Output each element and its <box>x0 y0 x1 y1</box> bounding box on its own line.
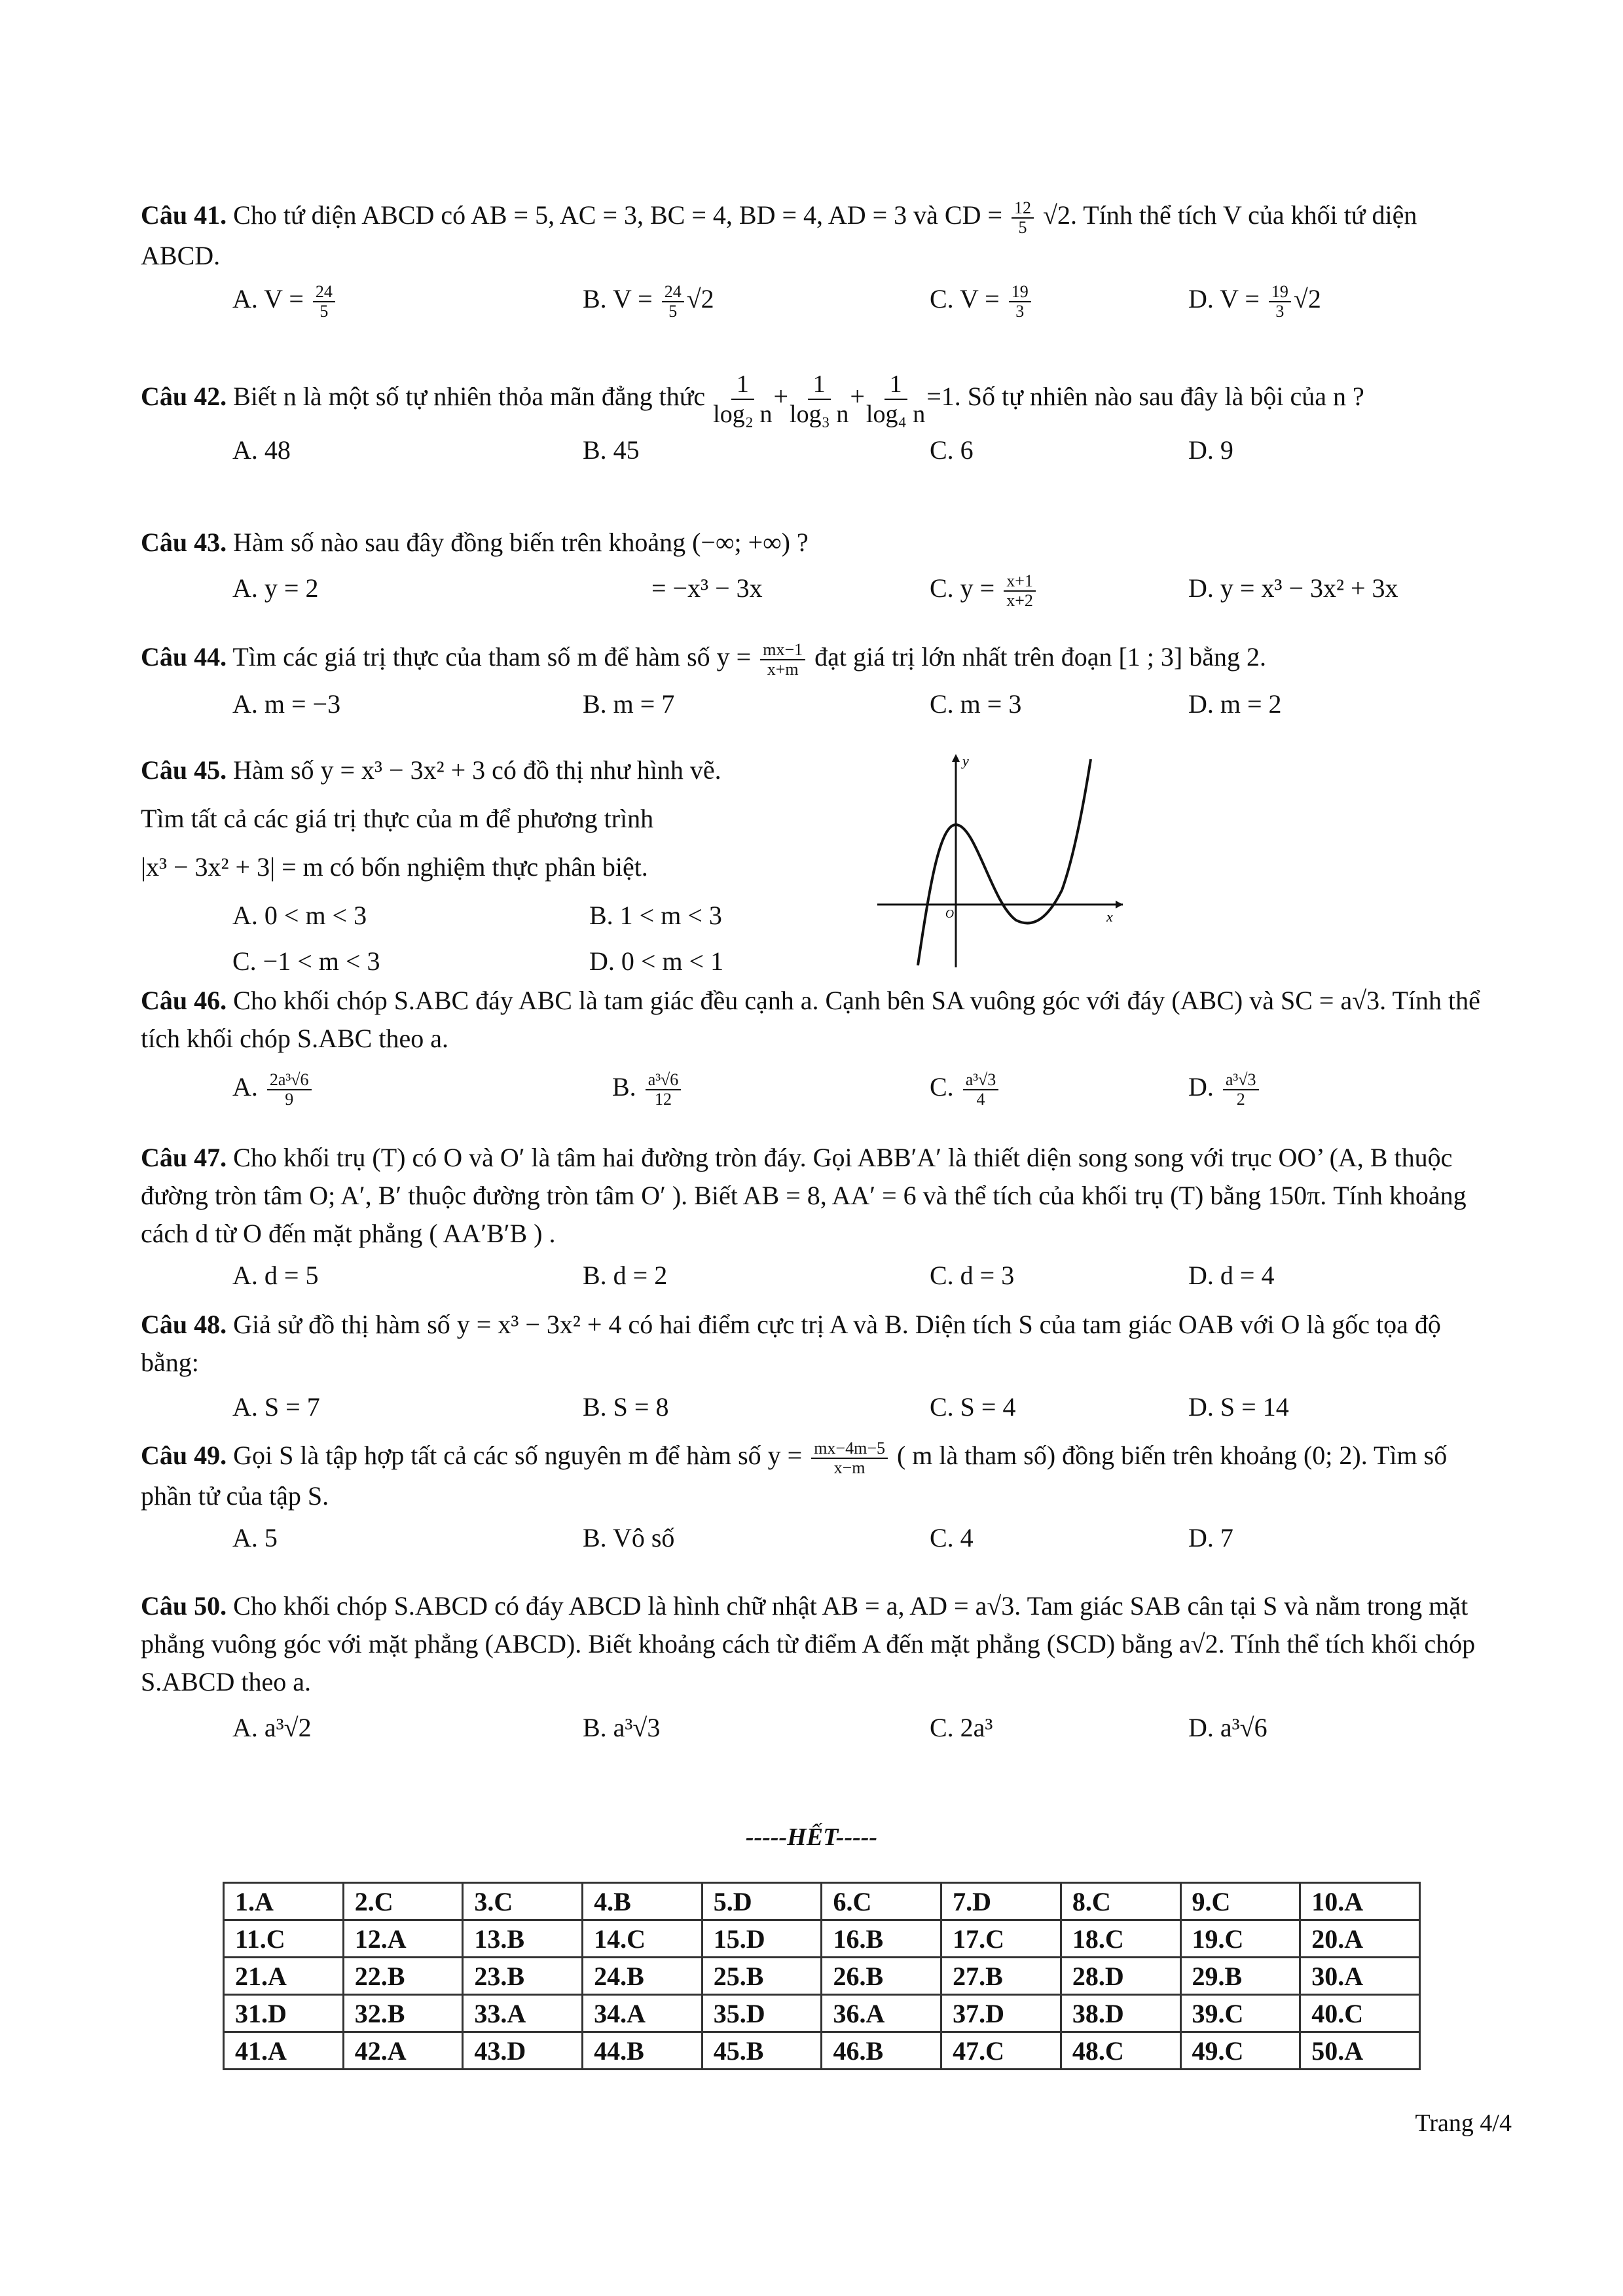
option-c[interactable]: C. −1 < m < 3 <box>232 946 380 976</box>
answer-cell: 39.C <box>1180 1995 1300 2032</box>
stem-text: =1. Số tự nhiên nào sau đây là bội của n ? <box>926 382 1364 412</box>
option-a[interactable]: A. y = 2 <box>232 573 319 603</box>
stem-text: |x³ − 3x² + 3| = m có bốn nghiệm thực phân biệt. <box>141 852 648 882</box>
origin-label: O <box>945 907 954 920</box>
x-axis-label: x <box>1106 908 1113 925</box>
question-label: Câu 44. <box>141 642 227 672</box>
question-label: Câu 48. <box>141 1310 227 1339</box>
option-b[interactable]: B. 45 <box>583 435 640 465</box>
option-c[interactable]: C. m = 3 <box>930 689 1022 719</box>
answer-cell: 14.C <box>583 1920 702 1958</box>
option-c[interactable]: C. d = 3 <box>930 1261 1015 1290</box>
options-row <box>141 940 903 988</box>
stem-text: Cho khối chóp S.ABCD có đáy ABCD là hình chữ nhật AB = a, AD = a√3. Tam giác SAB cân tại S và nằm trong mặt phẳng vuông góc với mặt phẳng (ABCD). Biết khoảng cách từ điểm A đến mặt phẳng (SCD) bằng a√2. Tính thể tích khối chóp S.ABCD theo a. <box>141 1591 1476 1696</box>
option-c[interactable]: C. y = $\frac{x+1}{x+2}$ <box>930 569 1038 610</box>
question-47 <box>141 1139 1492 1297</box>
answer-cell: 50.A <box>1300 2032 1420 2070</box>
option-a[interactable]: A. m = −3 <box>232 689 341 719</box>
stem-text: Giả sử đồ thị hàm số y = x³ − 3x² + 4 có hai điểm cực trị A và B. Diện tích S của tam giác OAB với O là gốc tọa độ bằng: <box>141 1310 1441 1377</box>
option-a[interactable]: A. V = $\frac{24}{5}$ <box>232 280 338 321</box>
answer-cell: 29.B <box>1180 1958 1300 1995</box>
option-a[interactable]: A. 5 <box>232 1522 278 1552</box>
stem-text: Hàm số nào sau đây đồng biến trên khoảng (−∞; +∞) ? <box>233 528 809 557</box>
answer-cell: 32.B <box>343 1995 463 2032</box>
question-stem <box>141 1437 1492 1515</box>
answer-cell: 35.D <box>702 1995 822 2032</box>
question-label: Câu 41. <box>141 200 227 230</box>
option-d[interactable]: D. a³√6 <box>1188 1713 1267 1742</box>
option-d[interactable]: D. y = x³ − 3x² + 3x <box>1188 573 1398 603</box>
fraction-numerator: 12 <box>1012 199 1034 219</box>
y-axis-arrow <box>952 754 960 762</box>
option-d[interactable]: D. 7 <box>1188 1522 1233 1552</box>
answer-row <box>224 1958 1420 1995</box>
function-curve <box>918 759 1091 965</box>
log-fraction: $\frac{1}{\text{log₄ n}}$ <box>866 370 926 428</box>
option-b[interactable]: B. $\frac{\text{a³√6}}{12}$ <box>612 1068 684 1109</box>
option-b[interactable]: B. d = 2 <box>583 1261 668 1290</box>
stem-fraction: $\frac{mx-4m-5}{x-m}$ <box>811 1439 888 1477</box>
answer-cell: 31.D <box>224 1995 344 2032</box>
stem-text: Cho khối trụ (T) có O và O′ là tâm hai đường tròn đáy. Gọi ABB′A′ là thiết diện song song với trục OO’ (A, B thuộc đường tròn tâm O; A′, B′ thuộc đường tròn tâm O′ ). Biết AB = 8, AA′ = 6 và thể tích của khối trụ (T) bằng 150π. Tính khoảng cách d từ O đến mặt phẳng ( AA′B′B ) . <box>141 1143 1467 1248</box>
question-stem <box>141 1306 1492 1382</box>
option-b[interactable]: B. m = 7 <box>583 689 675 719</box>
question-label: Câu 49. <box>141 1441 227 1470</box>
answer-cell: 40.C <box>1300 1995 1420 2032</box>
option-c[interactable]: C. S = 4 <box>930 1392 1016 1422</box>
stem-fraction: $\frac{mx-1}{x+m}$ <box>760 641 805 679</box>
answer-cell: 15.D <box>702 1920 822 1958</box>
answer-cell: 22.B <box>343 1958 463 1995</box>
option-c[interactable]: C. 4 <box>930 1522 974 1552</box>
options-row <box>141 280 1492 321</box>
answer-row <box>224 1995 1420 2032</box>
question-50 <box>141 1587 1492 1749</box>
option-c[interactable]: C. 2a³ <box>930 1713 993 1742</box>
log-fraction: $\frac{1}{\text{log₃ n}}$ <box>790 370 849 428</box>
answer-cell: 24.B <box>583 1958 702 1995</box>
answer-cell: 26.B <box>822 1958 941 1995</box>
question-label: Câu 50. <box>141 1591 227 1621</box>
answer-cell: 7.D <box>941 1883 1061 1920</box>
answer-cell: 27.B <box>941 1958 1061 1995</box>
option-d[interactable]: D. $\frac{\text{a³√3}}{2}$ <box>1188 1068 1262 1109</box>
option-a[interactable]: A. d = 5 <box>232 1261 319 1290</box>
answer-cell: 20.A <box>1300 1920 1420 1958</box>
answer-cell: 16.B <box>822 1920 941 1958</box>
stem-text: Cho khối chóp S.ABC đáy ABC là tam giác đều cạnh a. Cạnh bên SA vuông góc với đáy (ABC) và SC = a√3. Tính thể tích khối chóp S.ABC theo a. <box>141 986 1480 1053</box>
log-fraction: $\frac{1}{\text{log₂ n}}$ <box>713 370 773 428</box>
question-46 <box>141 982 1492 1121</box>
option-b[interactable]: = −x³ − 3x <box>651 573 763 603</box>
question-label: Câu 46. <box>141 986 227 1015</box>
answer-cell: 12.A <box>343 1920 463 1958</box>
question-stem <box>141 1587 1492 1701</box>
answer-row <box>224 1883 1420 1920</box>
answer-cell: 41.A <box>224 2032 344 2070</box>
answer-cell: 13.B <box>463 1920 583 1958</box>
answer-cell: 45.B <box>702 2032 822 2070</box>
options-row <box>141 685 1492 726</box>
option-b[interactable]: B. a³√3 <box>583 1713 661 1742</box>
option-d[interactable]: D. 9 <box>1188 435 1233 465</box>
answer-cell: 21.A <box>224 1958 344 1995</box>
question-stem <box>141 196 1492 275</box>
question-41 <box>141 196 1492 321</box>
stem-text: √2. Tính thể tích V của khối tứ diện ABCD. <box>141 200 1417 270</box>
answer-cell: 44.B <box>583 2032 702 2070</box>
question-49 <box>141 1437 1492 1560</box>
answer-cell: 8.C <box>1061 1883 1180 1920</box>
question-stem <box>141 746 903 891</box>
option-b[interactable]: B. Vô số <box>583 1522 675 1552</box>
x-axis-arrow <box>1116 901 1123 908</box>
option-a[interactable]: A. 0 < m < 3 <box>232 901 367 930</box>
options-row <box>141 891 903 940</box>
option-b[interactable]: B. S = 8 <box>583 1392 669 1422</box>
option-c[interactable]: C. $\frac{\text{a³√3}}{4}$ <box>930 1068 1001 1109</box>
options-row <box>141 1388 1492 1429</box>
answer-key-table <box>223 1882 1421 2070</box>
stem-text: Biết n là một số tự nhiên thỏa mãn đẳng thức <box>233 382 706 412</box>
question-label: Câu 42. <box>141 382 227 412</box>
option-d[interactable]: D. d = 4 <box>1188 1261 1275 1290</box>
answer-cell: 18.C <box>1061 1920 1180 1958</box>
stem-text: đạt giá trị lớn nhất trên đoạn [1 ; 3] bằng 2. <box>814 642 1266 672</box>
option-a[interactable]: A. S = 7 <box>232 1392 320 1422</box>
stem-text: Tìm tất cả các giá trị thực của m để phương trình <box>141 804 654 833</box>
question-48 <box>141 1306 1492 1429</box>
answer-cell: 3.C <box>463 1883 583 1920</box>
question-stem <box>141 638 1492 679</box>
answer-row <box>224 1920 1420 1958</box>
answer-cell: 33.A <box>463 1995 583 2032</box>
answer-cell: 36.A <box>822 1995 941 2032</box>
stem-text: Cho tứ diện ABCD có AB = 5, AC = 3, BC = 4, BD = 4, AD = 3 và CD = <box>233 200 1010 230</box>
answer-cell: 38.D <box>1061 1995 1180 2032</box>
option-a[interactable]: A. $\frac{\text{2a³√6}}{9}$ <box>232 1068 314 1109</box>
end-marker: -----HẾT----- <box>745 1823 878 1851</box>
answer-cell: 48.C <box>1061 2032 1180 2070</box>
answer-cell: 25.B <box>702 1958 822 1995</box>
answer-cell: 19.C <box>1180 1920 1300 1958</box>
question-stem: Câu 42. Biết n là một số tự nhiên thỏa mãn đẳng thức $\frac{1}{\text{log₂ n}}$ + $\frac{1}{\text{log₃ n}}$ + $\frac{1}{\text{log₄ n}}$ =1. Số tự nhiên nào sau đây là bội của n ? <box>141 370 1364 428</box>
option-a[interactable]: A. a³√2 <box>232 1713 312 1742</box>
option-d[interactable]: D. V = $\frac{19}{3}$ √2 <box>1188 281 1321 321</box>
stem-text: Gọi S là tập hợp tất cả các số nguyên m để hàm số y = <box>233 1441 809 1470</box>
answer-row <box>224 2032 1420 2070</box>
options-row <box>141 431 1492 472</box>
answer-cell: 46.B <box>822 2032 941 2070</box>
question-44 <box>141 638 1492 726</box>
answer-cell: 47.C <box>941 2032 1061 2070</box>
answer-cell: 43.D <box>463 2032 583 2070</box>
answer-cell: 34.A <box>583 1995 702 2032</box>
page-number: Trang 4/4 <box>1415 2109 1512 2137</box>
answer-cell: 30.A <box>1300 1958 1420 1995</box>
question-stem <box>141 524 1492 562</box>
question-stem <box>141 982 1492 1058</box>
answer-cell: 10.A <box>1300 1883 1420 1920</box>
answer-cell: 37.D <box>941 1995 1061 2032</box>
stem-text: ( m là tham số) đồng biến trên khoảng (0; 2). Tìm số phần tử của tập S. <box>141 1441 1448 1511</box>
answer-cell: 2.C <box>343 1883 463 1920</box>
stem-fraction <box>1012 199 1034 237</box>
question-label: Câu 43. <box>141 528 227 557</box>
cubic-function-graph <box>877 753 1126 969</box>
question-stem <box>141 1139 1492 1253</box>
fraction-denominator: 5 <box>1018 217 1027 237</box>
options-row <box>141 1519 1492 1560</box>
answer-cell: 1.A <box>224 1883 344 1920</box>
answer-cell: 17.C <box>941 1920 1061 1958</box>
question-label: Câu 45. <box>141 755 227 785</box>
option-c[interactable]: C. V = $\frac{19}{3}$ <box>930 280 1034 321</box>
stem-text: Hàm số y = x³ − 3x² + 3 có đồ thị như hình vẽ. <box>233 755 721 785</box>
option-d[interactable]: D. S = 14 <box>1188 1392 1289 1422</box>
option-c[interactable]: C. 6 <box>930 435 974 465</box>
options-row <box>141 1257 1492 1297</box>
options-row <box>141 1709 1492 1749</box>
options-row <box>141 1068 1492 1121</box>
answer-cell: 9.C <box>1180 1883 1300 1920</box>
option-d[interactable]: D. m = 2 <box>1188 689 1282 719</box>
question-42 <box>141 370 1492 472</box>
option-b[interactable]: B. V = $\frac{24}{5}$ √2 <box>583 281 714 321</box>
y-axis-label: y <box>962 753 969 769</box>
question-45 <box>141 746 903 988</box>
answer-cell: 6.C <box>822 1883 941 1920</box>
answer-cell: 49.C <box>1180 2032 1300 2070</box>
answer-cell: 4.B <box>583 1883 702 1920</box>
answer-cell: 11.C <box>224 1920 344 1958</box>
question-label: Câu 47. <box>141 1143 227 1172</box>
option-b[interactable]: B. 1 < m < 3 <box>589 901 722 930</box>
options-row <box>141 569 1492 610</box>
option-d[interactable]: D. 0 < m < 1 <box>589 946 724 976</box>
question-43 <box>141 524 1492 610</box>
answer-cell: 42.A <box>343 2032 463 2070</box>
option-a[interactable]: A. 48 <box>232 435 291 465</box>
stem-text: Tìm các giá trị thực của tham số m để hàm số y = <box>232 642 758 672</box>
answer-cell: 5.D <box>702 1883 822 1920</box>
answer-cell: 23.B <box>463 1958 583 1995</box>
answer-cell: 28.D <box>1061 1958 1180 1995</box>
